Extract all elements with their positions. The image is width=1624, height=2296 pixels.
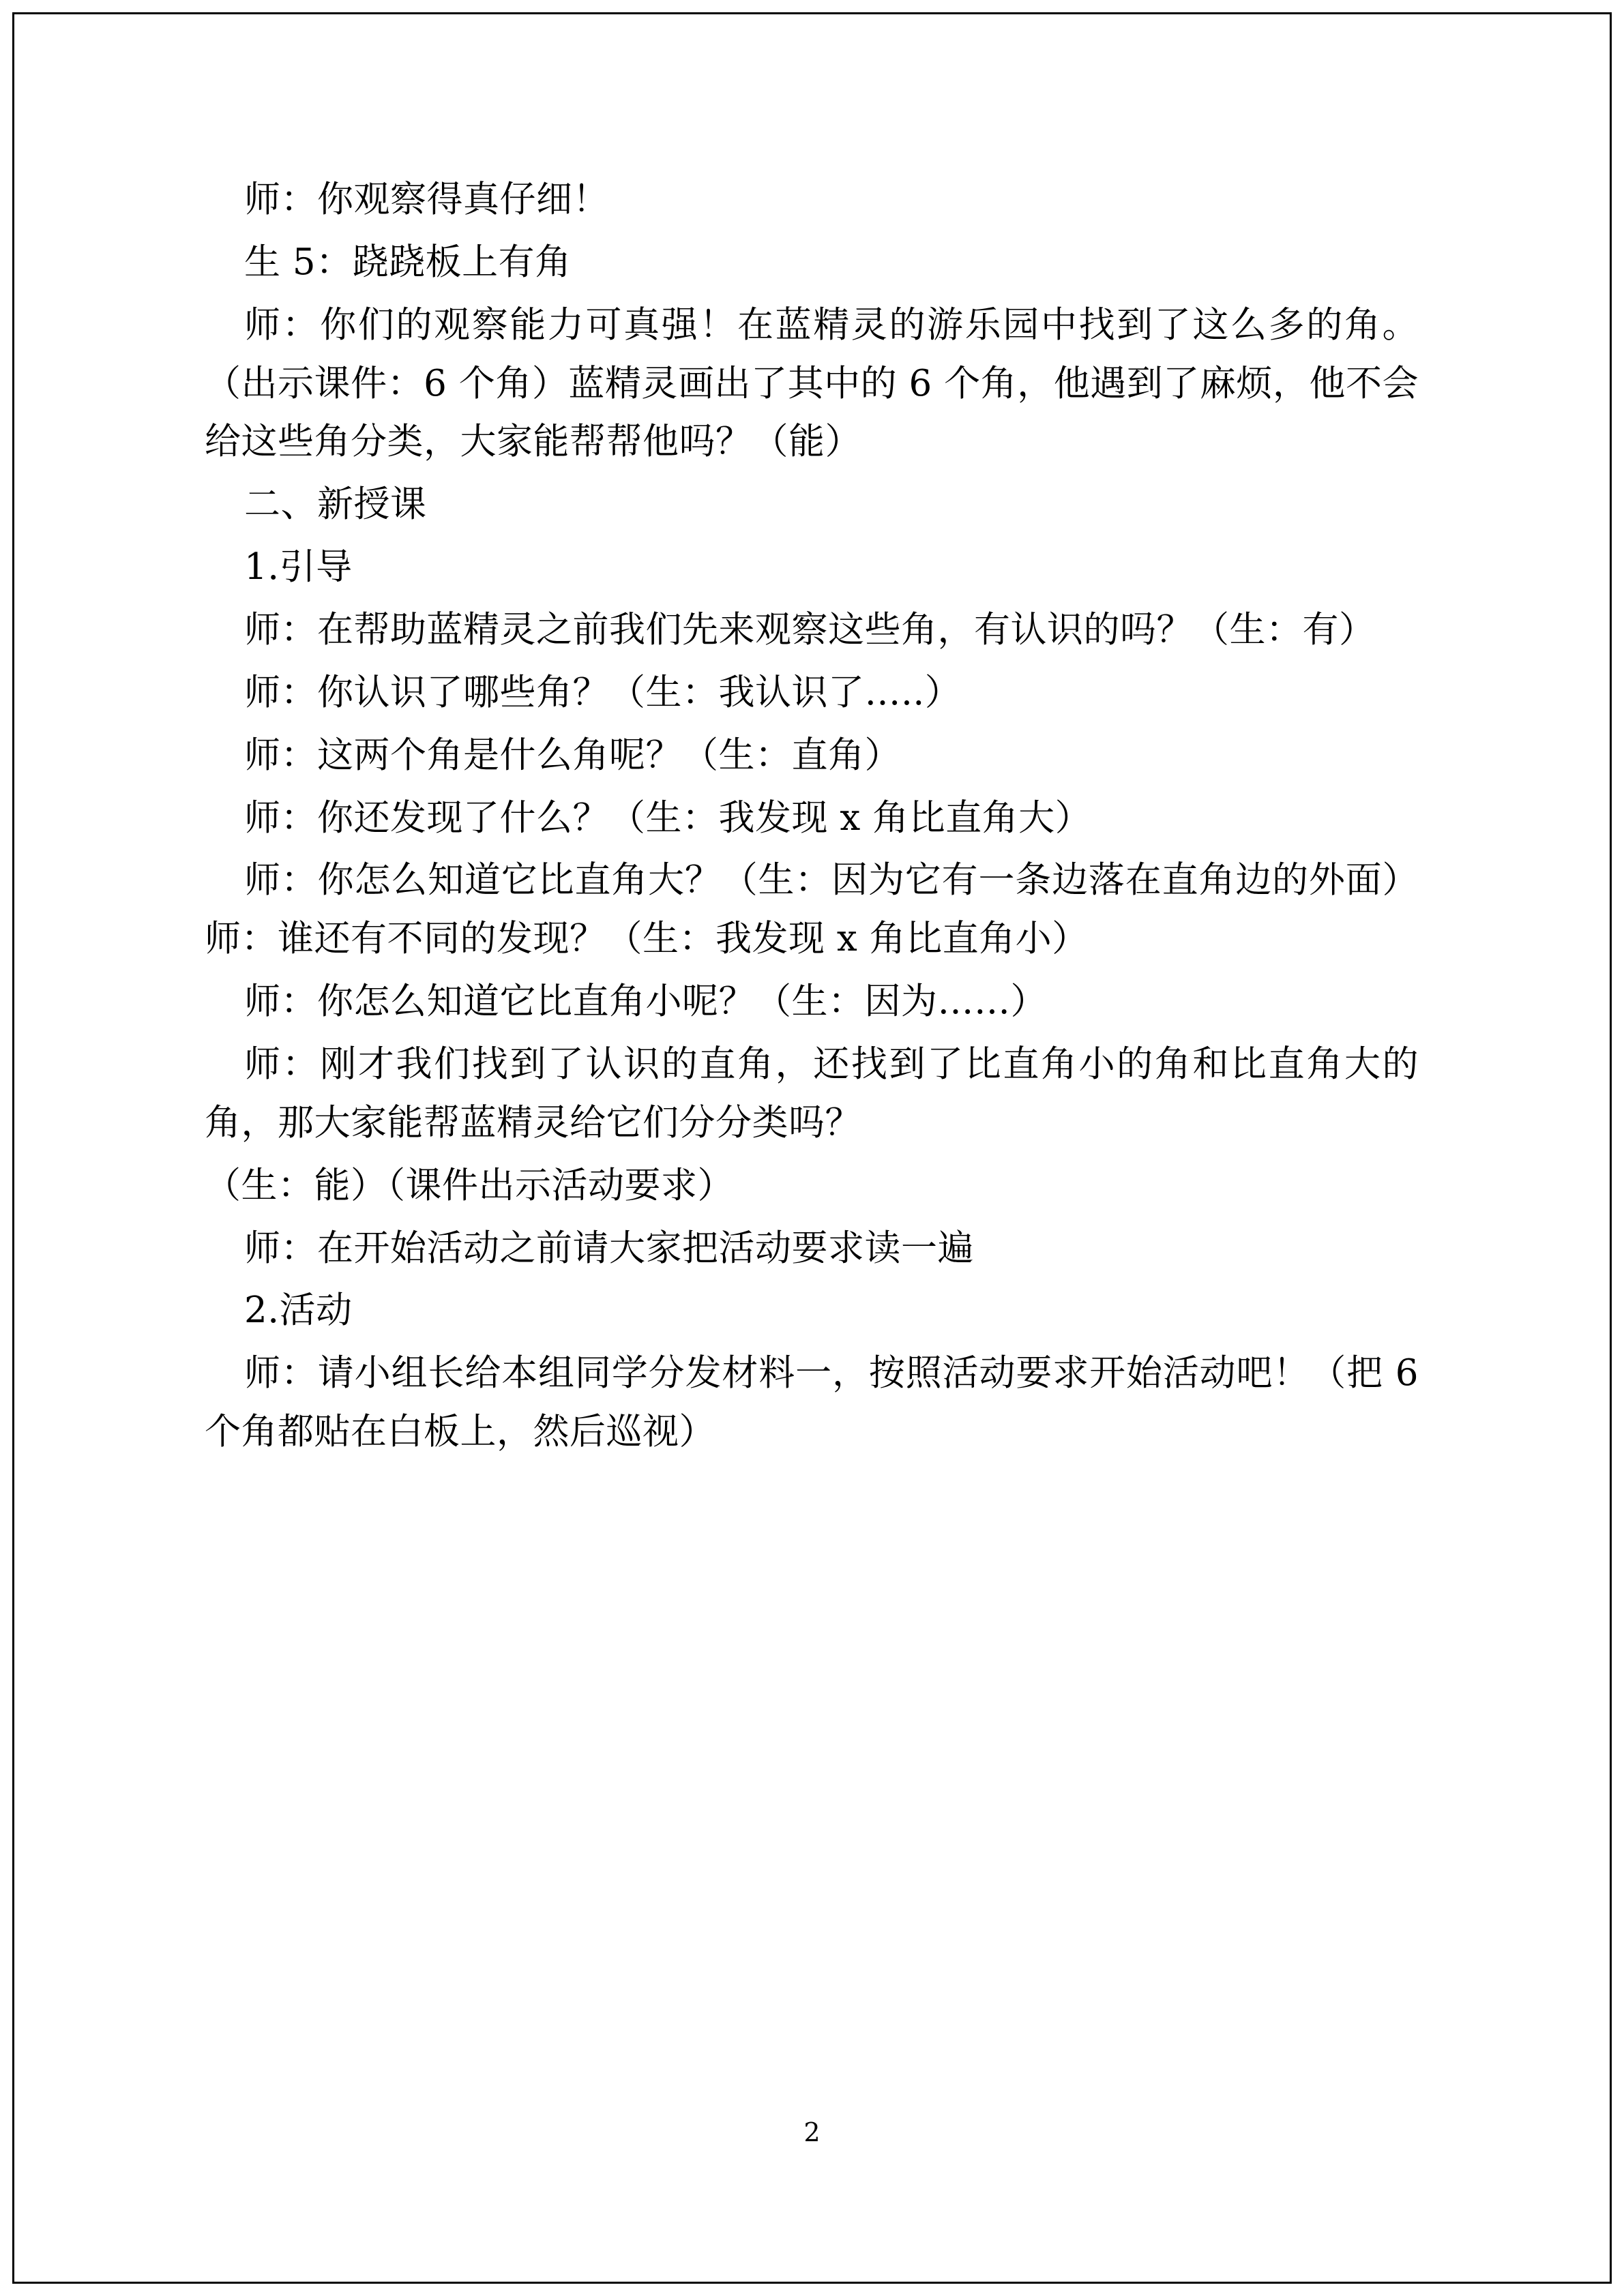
paragraph: 师：这两个角是什么角呢？（生：直角） [244,734,901,776]
paragraph: 师：刚才我们找到了认识的直角，还找到了比直角小的角和比直角大的角，那大家能帮蓝精灵给它们分分类吗？ [205,1043,1419,1144]
paragraph: 师：你们的观察能力可真强！在蓝精灵的游乐园中找到了这么多的角。（出示课件：6 个角）蓝精灵画出了其中的 6 个角，他遇到了麻烦，他不会给这些角分类，大家能帮帮他吗？（能） [205,303,1419,463]
paragraph: 师：你怎么知道它比直角小呢？（生：因为……） [244,981,1047,1023]
subsection-heading: 2.活动 [244,1289,353,1332]
page-number: 2 [803,2117,821,2147]
paragraph: 师：在帮助蓝精灵之前我们先来观察这些角，有认识的吗？（生：有） [244,609,1376,651]
paragraph: 生 5：跷跷板上有角 [244,241,572,283]
section-heading: 二、新授课 [244,483,427,526]
paragraph: （生：能）（课件出示活动要求） [205,1164,734,1206]
subsection-heading: 1.引导 [244,546,353,588]
paragraph: 师：你还发现了什么？（生：我发现 x 角比直角大） [244,796,1092,839]
paragraph: 师：你观察得真仔细！ [244,179,609,220]
paragraph: 师：请小组长给本组同学分发材料一，按照活动要求开始活动吧！（把 6 个角都贴在白板上，然后巡视） [205,1352,1419,1453]
paragraph: 师：你认识了哪些角？（生：我认识了…..） [244,671,962,713]
document-body [205,170,1419,1465]
paragraph: 师：在开始活动之前请大家把活动要求读一遍 [244,1227,974,1269]
paragraph: 师：你怎么知道它比直角大？（生：因为它有一条边落在直角边的外面）师：谁还有不同的发现？（生：我发现 x 角比直角小） [205,859,1419,960]
